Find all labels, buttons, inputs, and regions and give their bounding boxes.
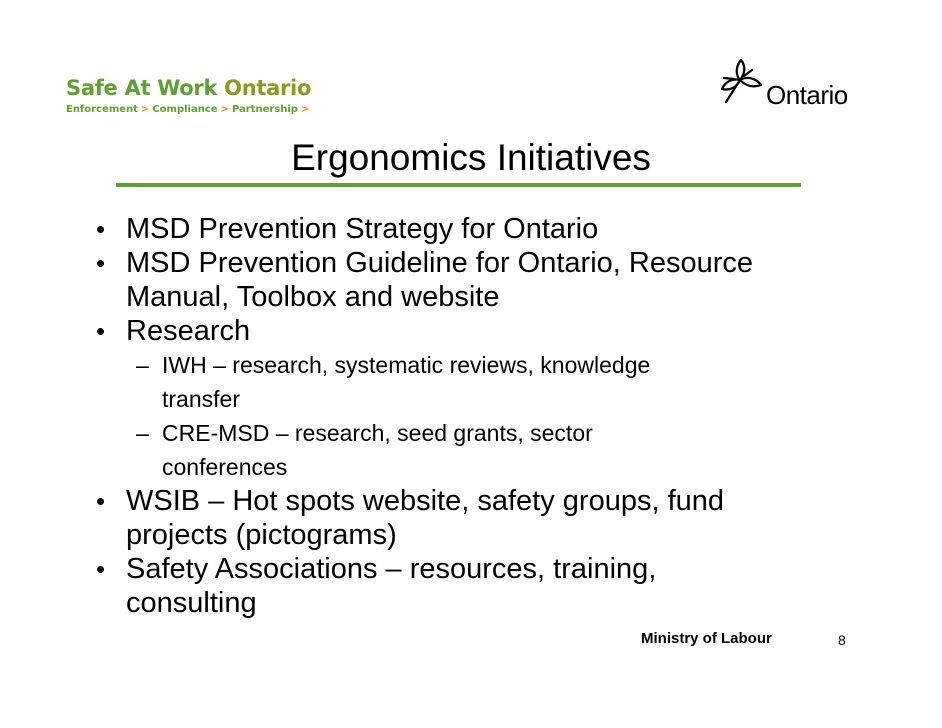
bullet-text-line: consulting <box>126 587 257 619</box>
sub-bullet-text-line: IWH – research, systematic reviews, knowledge <box>162 352 651 378</box>
tagline-enforcement: Enforcement <box>66 104 138 115</box>
title-divider <box>116 183 801 187</box>
bullet-dot-icon: • <box>96 554 106 584</box>
logo-title-part2: Ontario <box>224 76 312 100</box>
bullet-text-line: WSIB – Hot spots website, safety groups, fund <box>126 485 725 517</box>
ontario-logo <box>716 56 866 116</box>
bullet-text: Research <box>126 315 251 347</box>
safe-at-work-logo <box>66 76 312 116</box>
sub-bullet-text-line: transfer <box>162 386 240 412</box>
bullet-dot-icon: • <box>96 486 106 516</box>
logo-tagline <box>66 104 312 116</box>
chevron-right-icon: > <box>300 104 310 115</box>
logo-title <box>66 76 312 100</box>
bullet-text-line: projects (pictograms) <box>126 519 397 551</box>
bullet-item <box>92 314 872 348</box>
sub-bullet-item <box>92 348 872 416</box>
chevron-right-icon: > <box>220 104 229 115</box>
bullet-item <box>92 246 872 314</box>
ontario-wordmark: Ontario <box>766 80 848 110</box>
bullet-list <box>92 212 872 620</box>
slide-title: Ergonomics Initiatives <box>291 137 651 178</box>
tagline-compliance: Compliance <box>152 104 218 115</box>
dash-icon: – <box>136 352 149 378</box>
footer-ministry: Ministry of Labour <box>641 630 772 647</box>
bullet-item <box>92 552 872 620</box>
bullet-text-line: MSD Prevention Guideline for Ontario, Resource <box>126 247 754 279</box>
bullet-text-line: Safety Associations – resources, training, <box>126 553 657 585</box>
tagline-partnership: Partnership <box>231 104 298 115</box>
bullet-text-line: Manual, Toolbox and website <box>126 281 500 313</box>
logo-title-part1: Safe At Work <box>66 76 218 100</box>
dash-icon: – <box>136 420 149 446</box>
chevron-right-icon: > <box>140 104 150 115</box>
trillium-icon <box>716 56 766 108</box>
bullet-dot-icon: • <box>96 316 106 346</box>
bullet-text: MSD Prevention Strategy for Ontario <box>126 213 599 245</box>
bullet-item <box>92 212 872 246</box>
page-number: 8 <box>838 632 846 648</box>
bullet-dot-icon: • <box>96 214 106 244</box>
bullet-item <box>92 484 872 552</box>
bullet-dot-icon: • <box>96 248 106 278</box>
sub-bullet-text-line: CRE-MSD – research, seed grants, sector <box>162 420 593 446</box>
sub-bullet-text-line: conferences <box>162 454 288 480</box>
sub-bullet-item <box>92 416 872 484</box>
